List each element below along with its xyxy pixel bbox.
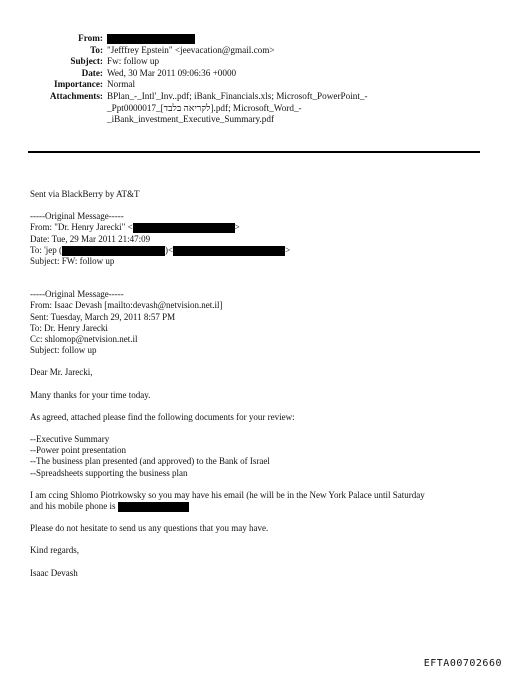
paragraph-line: and his mobile phone is xyxy=(30,501,425,512)
original-to-line: To: Dr. Henry Jarecki xyxy=(30,322,108,333)
importance-label: Importance: xyxy=(54,79,103,90)
signature: Isaac Devash xyxy=(30,567,78,578)
email-header xyxy=(0,33,417,126)
redaction-box xyxy=(118,502,189,512)
header-importance-row xyxy=(0,79,417,91)
attachments-line: _Ppt0000017_[לקריאה בלבד].pdf; Microsoft_Word_- xyxy=(107,102,302,113)
date-value: Wed, 30 Mar 2011 09:06:36 +0000 xyxy=(107,67,237,78)
date-label: Date: xyxy=(81,67,103,78)
list-item: --The business plan presented (and approved) to the Bank of Israel xyxy=(30,456,270,467)
closing: Kind regards, xyxy=(30,545,79,556)
original-subject-line: Subject: FW: follow up xyxy=(30,256,115,267)
subject-value: Fw: follow up xyxy=(107,56,160,67)
original-from-line: From: "Dr. Henry Jarecki" < > xyxy=(30,222,240,233)
header-from-row xyxy=(0,33,417,45)
original-subject-line: Subject: follow up xyxy=(30,345,97,356)
attachments-label: Attachments: xyxy=(49,90,103,101)
original-message-title: -----Original Message----- xyxy=(30,211,124,222)
importance-value: Normal xyxy=(107,79,136,90)
original-message-title: -----Original Message----- xyxy=(30,289,124,300)
greeting: Dear Mr. Jarecki, xyxy=(30,367,93,378)
redaction-box xyxy=(62,246,165,256)
redaction-box xyxy=(133,223,235,233)
original-to-line: To: 'jep ( )< > xyxy=(30,244,291,255)
attachments-line: BPlan_-_Intl'_Inv..pdf; iBank_Financials.xls; Microsoft_PowerPoint_- xyxy=(107,90,368,101)
list-item: --Spreadsheets supporting the business plan xyxy=(30,467,188,478)
redaction-box xyxy=(107,34,195,44)
original-date-line: Date: Tue, 29 Mar 2011 21:47:09 xyxy=(30,233,151,244)
redaction-box xyxy=(173,246,285,256)
paragraph: Many thanks for your time today. xyxy=(30,389,151,400)
header-to-row xyxy=(0,45,417,57)
paragraph: As agreed, attached please find the following documents for your review: xyxy=(30,411,295,422)
from-label: From: xyxy=(78,33,103,43)
to-value: "Jefffrey Epstein" <jeevacation@gmail.com> xyxy=(107,44,275,55)
paragraph: Please do not hesitate to send us any questions that you may have. xyxy=(30,523,269,534)
header-attachments-row xyxy=(0,91,417,126)
attachments-line: _iBank_investment_Executive_Summary.pdf xyxy=(107,114,275,125)
to-label: To: xyxy=(90,44,103,55)
document-id: EFTA00702660 xyxy=(423,658,502,669)
sent-via-line: Sent via BlackBerry by AT&T xyxy=(30,189,140,199)
paragraph: I am ccing Shlomo Piotrkowsky so you may have his email (he will be in the New York Palace until Saturday xyxy=(30,489,425,500)
email-body xyxy=(30,189,425,579)
list-item: --Executive Summary xyxy=(30,434,110,445)
header-date-row xyxy=(0,68,417,80)
list-item: --Power point presentation xyxy=(30,445,126,456)
original-sent-line: Sent: Tuesday, March 29, 2011 8:57 PM xyxy=(30,311,176,322)
original-from-line: From: Isaac Devash [mailto:devash@netvision.net.il] xyxy=(30,300,223,311)
original-cc-line: Cc: shlomop@netvision.net.il xyxy=(30,334,138,345)
attachments-value xyxy=(107,91,417,126)
subject-label: Subject: xyxy=(70,56,103,67)
header-subject-row xyxy=(0,56,417,68)
header-divider xyxy=(28,151,480,153)
